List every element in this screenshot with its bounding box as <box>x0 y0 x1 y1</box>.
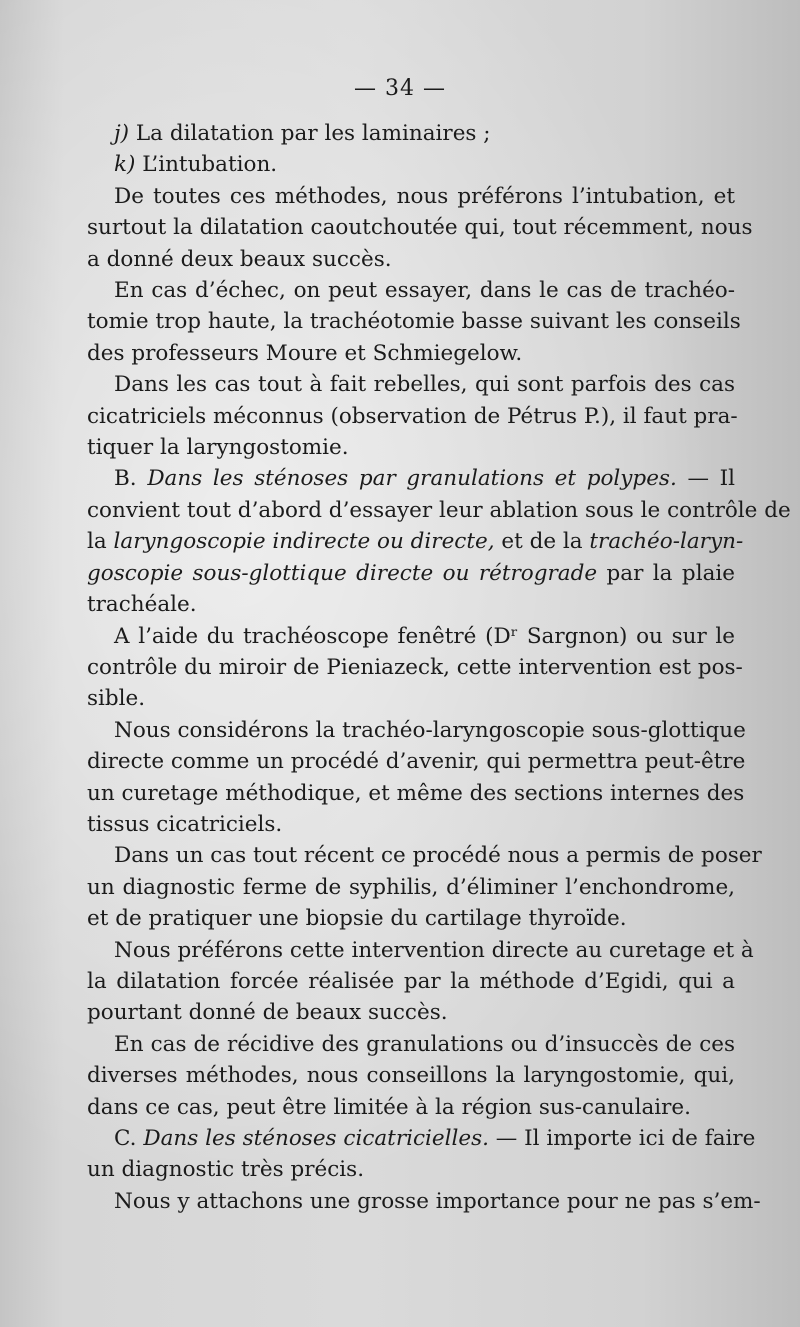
text-line <box>87 872 735 903</box>
text-run: En cas d’échec, on peut essayer, dans le cas de trachéo- <box>114 278 735 304</box>
text-run: tissus cicatriciels. <box>87 811 283 837</box>
text-run: B. <box>114 466 148 492</box>
text-line <box>87 1060 735 1091</box>
text-line <box>87 778 745 809</box>
text-run: convient tout d’abord d’essayer leur ablation sous le contrôle de <box>87 497 791 523</box>
text-run: Nous considérons la trachéo-laryngoscopie sous-glottique <box>114 717 746 743</box>
text-line <box>87 966 735 997</box>
text-line <box>87 1029 735 1060</box>
text-run: tomie trop haute, la trachéotomie basse suivant les conseils <box>87 309 741 335</box>
italic-text: laryngoscopie indirecte ou directe, <box>113 529 495 555</box>
text-line <box>87 149 735 180</box>
text-run: Nous préférons cette intervention directe au curetage et à <box>114 937 754 963</box>
text-line <box>87 306 741 337</box>
text-run: Nous y attachons une grosse importance pour ne pas s’em- <box>114 1188 761 1214</box>
text-line <box>87 746 746 777</box>
italic-text: Dans les sténoses cicatricielles. <box>143 1126 489 1151</box>
text-run: et de la <box>494 529 590 555</box>
text-line <box>87 212 753 243</box>
text-run: pourtant donné de beaux succès. <box>87 1000 448 1026</box>
text-run: un curetage méthodique, et même des sections internes des <box>87 780 745 806</box>
text-run: dans ce cas, peut être limitée à la région sus-canulaire. <box>87 1094 691 1120</box>
text-run: C. <box>114 1126 144 1151</box>
text-line <box>87 809 735 840</box>
text-line <box>87 495 791 526</box>
text-run: sible. <box>87 686 146 712</box>
text-line <box>87 1154 735 1185</box>
text-run: surtout la dilatation caoutchoutée qui, tout récemment, nous <box>87 215 753 241</box>
text-run: la <box>87 529 114 555</box>
text-line <box>87 401 738 432</box>
text-run: par la plaie <box>597 560 735 586</box>
text-line <box>87 997 735 1028</box>
text-run: cicatriciels méconnus (observation de Pétrus P.), il faut pra- <box>87 403 738 429</box>
italic-text: goscopie sous-glottique directe ou rétrograde <box>87 560 598 586</box>
text-line <box>87 338 735 369</box>
text-run: la dilatation forcée réalisée par la méthode d’Egidi, qui a <box>87 968 735 994</box>
text-line <box>87 715 746 746</box>
italic-text: Dans les sténoses par granulations et polypes. <box>147 466 677 492</box>
text-line <box>87 621 735 652</box>
text-run: La dilatation par les laminaires ; <box>129 121 491 146</box>
text-run: a donné deux beaux succès. <box>87 246 392 272</box>
text-run: L’intubation. <box>135 152 278 178</box>
text-line <box>87 652 743 683</box>
text-run: En cas de récidive des granulations ou d’insuccès de ces <box>114 1031 735 1057</box>
page-number: — 34 — <box>354 76 446 101</box>
text-line <box>87 683 735 714</box>
text-run: De toutes ces méthodes, nous préférons l’intubation, et <box>114 183 735 209</box>
text-line <box>87 589 735 620</box>
text-line <box>87 935 754 966</box>
text-line <box>87 558 735 589</box>
italic-text: trachéo-laryn- <box>589 529 744 555</box>
text-run: A l’aide du trachéoscope fenêtré (Dʳ Sargnon) ou sur le <box>114 623 735 649</box>
text-run: directe comme un procédé d’avenir, qui permettra peut-être <box>87 749 746 775</box>
text-line <box>87 903 735 934</box>
text-run: un diagnostic ferme de syphilis, d’éliminer l’enchondrome, <box>87 874 735 900</box>
text-run: Dans les cas tout à fait rebelles, qui sont parfois des cas <box>114 372 735 398</box>
italic-text: j) <box>114 121 130 146</box>
text-line <box>87 1092 735 1123</box>
text-run: diverses méthodes, nous conseillons la laryngostomie, qui, <box>87 1063 735 1089</box>
text-line <box>87 1186 761 1217</box>
text-line <box>87 840 762 871</box>
text-run: trachéale. <box>87 592 197 618</box>
text-line <box>87 526 744 557</box>
text-run: un diagnostic très précis. <box>87 1157 365 1183</box>
text-line <box>87 369 735 400</box>
text-line <box>87 463 735 494</box>
text-line <box>87 244 735 275</box>
italic-text: k) <box>114 152 136 178</box>
text-run: tiquer la laryngostomie. <box>87 435 349 461</box>
text-line <box>87 181 735 212</box>
text-run: — Il importe ici de faire <box>488 1126 756 1151</box>
text-run: Dans un cas tout récent ce procédé nous a permis de poser <box>114 843 762 869</box>
text-line <box>87 432 735 463</box>
body-text <box>87 118 791 1217</box>
text-run: contrôle du miroir de Pieniazeck, cette intervention est pos- <box>87 654 743 680</box>
text-run: des professeurs Moure et Schmiegelow. <box>87 340 523 366</box>
text-line <box>87 1123 756 1154</box>
text-line <box>87 275 735 306</box>
text-run: et de pratiquer une biopsie du cartilage thyroïde. <box>87 906 627 932</box>
text-line <box>87 118 735 149</box>
text-run: — Il <box>676 466 735 492</box>
